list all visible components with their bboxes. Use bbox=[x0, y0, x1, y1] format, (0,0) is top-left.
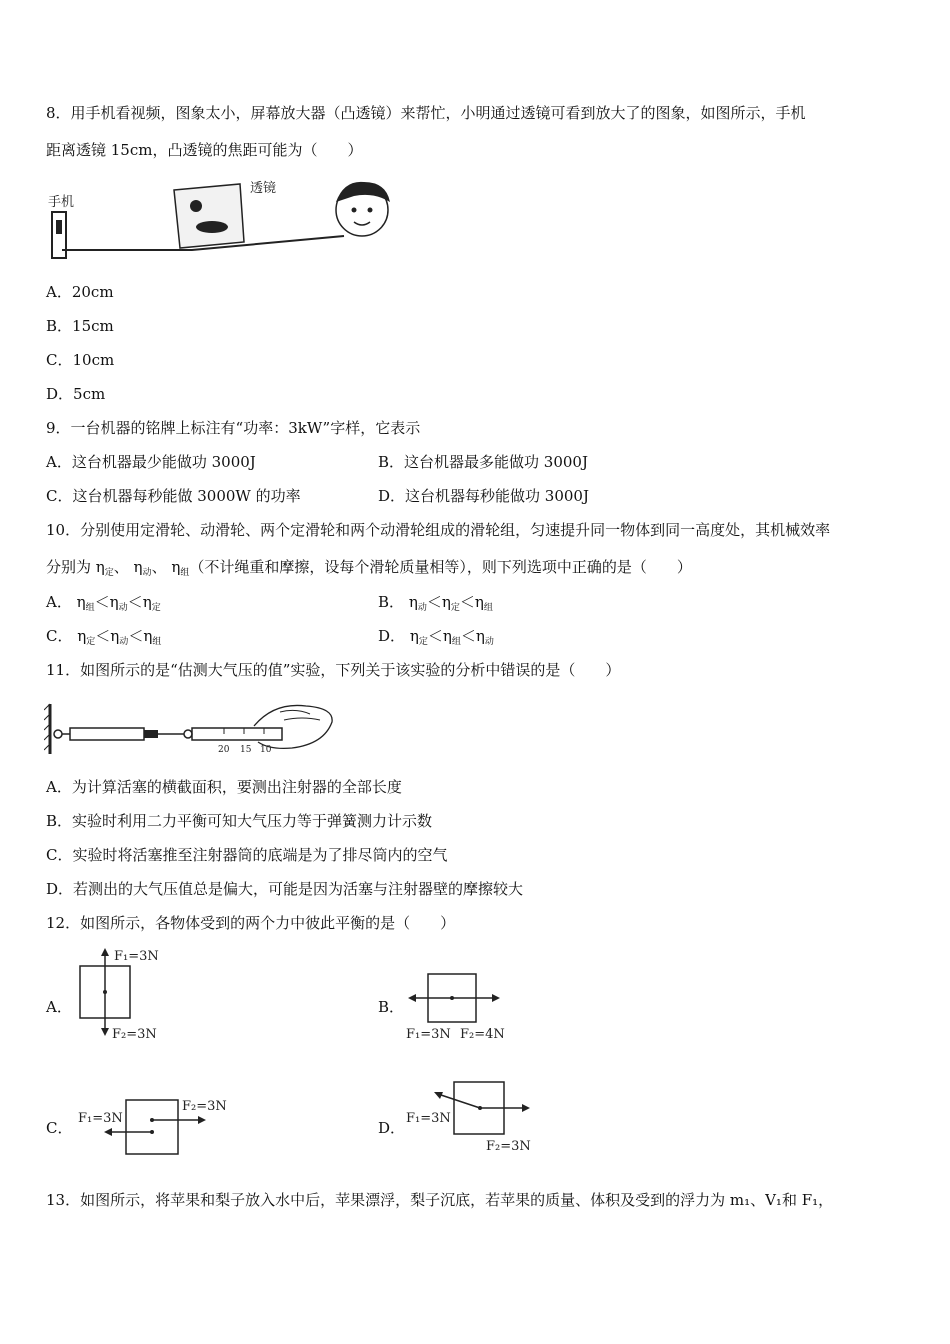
block-icon bbox=[126, 1100, 178, 1154]
q12-figure-d bbox=[402, 1080, 552, 1160]
q12-figure-a bbox=[72, 946, 182, 1044]
force-label-f2: F₂=3N bbox=[486, 1139, 531, 1154]
q8-lens-figure bbox=[44, 172, 404, 264]
q10-stem-line2: 分别为 $\eta_定$、 $\eta_动$、 $\eta_组$（不计绳重和摩擦，设每个滑轮质量相等），则下列选项中正确的是（ ） bbox=[46, 558, 692, 578]
q12-option-c-label: C． bbox=[46, 1119, 73, 1137]
scale-mark: 15 bbox=[240, 745, 252, 755]
phone-screen-icon bbox=[56, 220, 62, 234]
force-label-f2: F₂=3N bbox=[182, 1099, 227, 1114]
q9-option-b: B．这台机器最多能做功 3000J bbox=[378, 453, 588, 471]
q8-option-c: C．10cm bbox=[46, 351, 115, 369]
q10-option-b: B． $\eta_动<\eta_定<\eta_组$ bbox=[378, 593, 493, 613]
q11-syringe-figure bbox=[44, 698, 344, 758]
q9-option-c: C．这台机器每秒能做 3000W 的功率 bbox=[46, 487, 301, 505]
lens-icon bbox=[174, 184, 244, 248]
q10-option-a: A． $\eta_组<\eta_动<\eta_定$ bbox=[46, 593, 161, 613]
q12-option-b-label: B． bbox=[378, 998, 405, 1016]
q10-option-d: D． $\eta_定<\eta_组<\eta_动$ bbox=[378, 627, 494, 647]
force-label-f2: F₂=4N bbox=[460, 1027, 505, 1042]
force-label-f1: F₁=3N bbox=[406, 1027, 451, 1042]
spring-scale-icon bbox=[192, 728, 282, 740]
force-label-f1: F₁=3N bbox=[406, 1111, 451, 1126]
lens-label: 透镜 bbox=[250, 181, 277, 196]
q8-option-d: D．5cm bbox=[46, 385, 106, 403]
force-label-f1: F₁=3N bbox=[78, 1111, 123, 1126]
q11-option-d: D．若测出的大气压值总是偏大，可能是因为活塞与注射器壁的摩擦较大 bbox=[46, 880, 524, 898]
q11-option-c: C．实验时将活塞推至注射器筒的底端是为了排尽筒内的空气 bbox=[46, 846, 448, 864]
q11-stem: 11．如图所示的是“估测大气压的值”实验，下列关于该实验的分析中错误的是（ ） bbox=[46, 661, 621, 679]
q8-stem-line2: 距离透镜 15cm，凸透镜的焦距可能为（ ） bbox=[46, 141, 363, 159]
force-label-f1: F₁=3N bbox=[114, 949, 159, 964]
q12-stem: 12．如图所示，各物体受到的两个力中彼此平衡的是（ ） bbox=[46, 914, 456, 932]
q10-stem-line1: 10．分别使用定滑轮、动滑轮、两个定滑轮和两个动滑轮组成的滑轮组，匀速提升同一物体到同一高度处，其机械效率 bbox=[46, 521, 831, 539]
cartoon-body-icon bbox=[196, 221, 228, 233]
phone-label: 手机 bbox=[48, 195, 75, 210]
scale-mark: 10 bbox=[260, 745, 272, 755]
q8-stem-line1: 8．用手机看视频，图象太小，屏幕放大器（凸透镜）来帮忙，小明通过透镜可看到放大了的图象，如图所示，手机 bbox=[46, 104, 806, 122]
q8-option-b: B．15cm bbox=[46, 317, 114, 335]
hand-icon bbox=[254, 705, 332, 748]
q11-option-b: B．实验时利用二力平衡可知大气压力等于弹簧测力计示数 bbox=[46, 812, 433, 830]
scale-mark: 20 bbox=[218, 745, 230, 755]
q9-option-d: D．这台机器每秒能做功 3000J bbox=[378, 487, 589, 505]
q12-option-a-label: A． bbox=[46, 998, 72, 1016]
q12-figure-b bbox=[400, 966, 520, 1046]
phone-icon bbox=[52, 212, 66, 258]
syringe-barrel-icon bbox=[70, 728, 144, 740]
q12-figure-c bbox=[74, 1094, 244, 1160]
force-label-f2: F₂=3N bbox=[112, 1027, 157, 1042]
cartoon-head-icon bbox=[190, 200, 202, 212]
q10-option-c: C． $\eta_定<\eta_动<\eta_组$ bbox=[46, 627, 162, 647]
q12-option-d-label: D． bbox=[378, 1119, 406, 1137]
q11-option-a: A．为计算活塞的横截面积，要测出注射器的全部长度 bbox=[46, 778, 402, 796]
q13-stem-line1: 13．如图所示，将苹果和梨子放入水中后，苹果漂浮，梨子沉底，若苹果的质量、体积及受到的浮力为 m₁、V₁和 F₁， bbox=[46, 1191, 834, 1209]
q9-option-a: A．这台机器最少能做功 3000J bbox=[46, 453, 256, 471]
force-arrow-upleft bbox=[438, 1094, 480, 1108]
syringe-plunger-icon bbox=[144, 730, 158, 738]
q8-option-a: A．20cm bbox=[46, 283, 114, 301]
q9-stem: 9．一台机器的铭牌上标注有“功率：3kW”字样，它表示 bbox=[46, 419, 421, 437]
